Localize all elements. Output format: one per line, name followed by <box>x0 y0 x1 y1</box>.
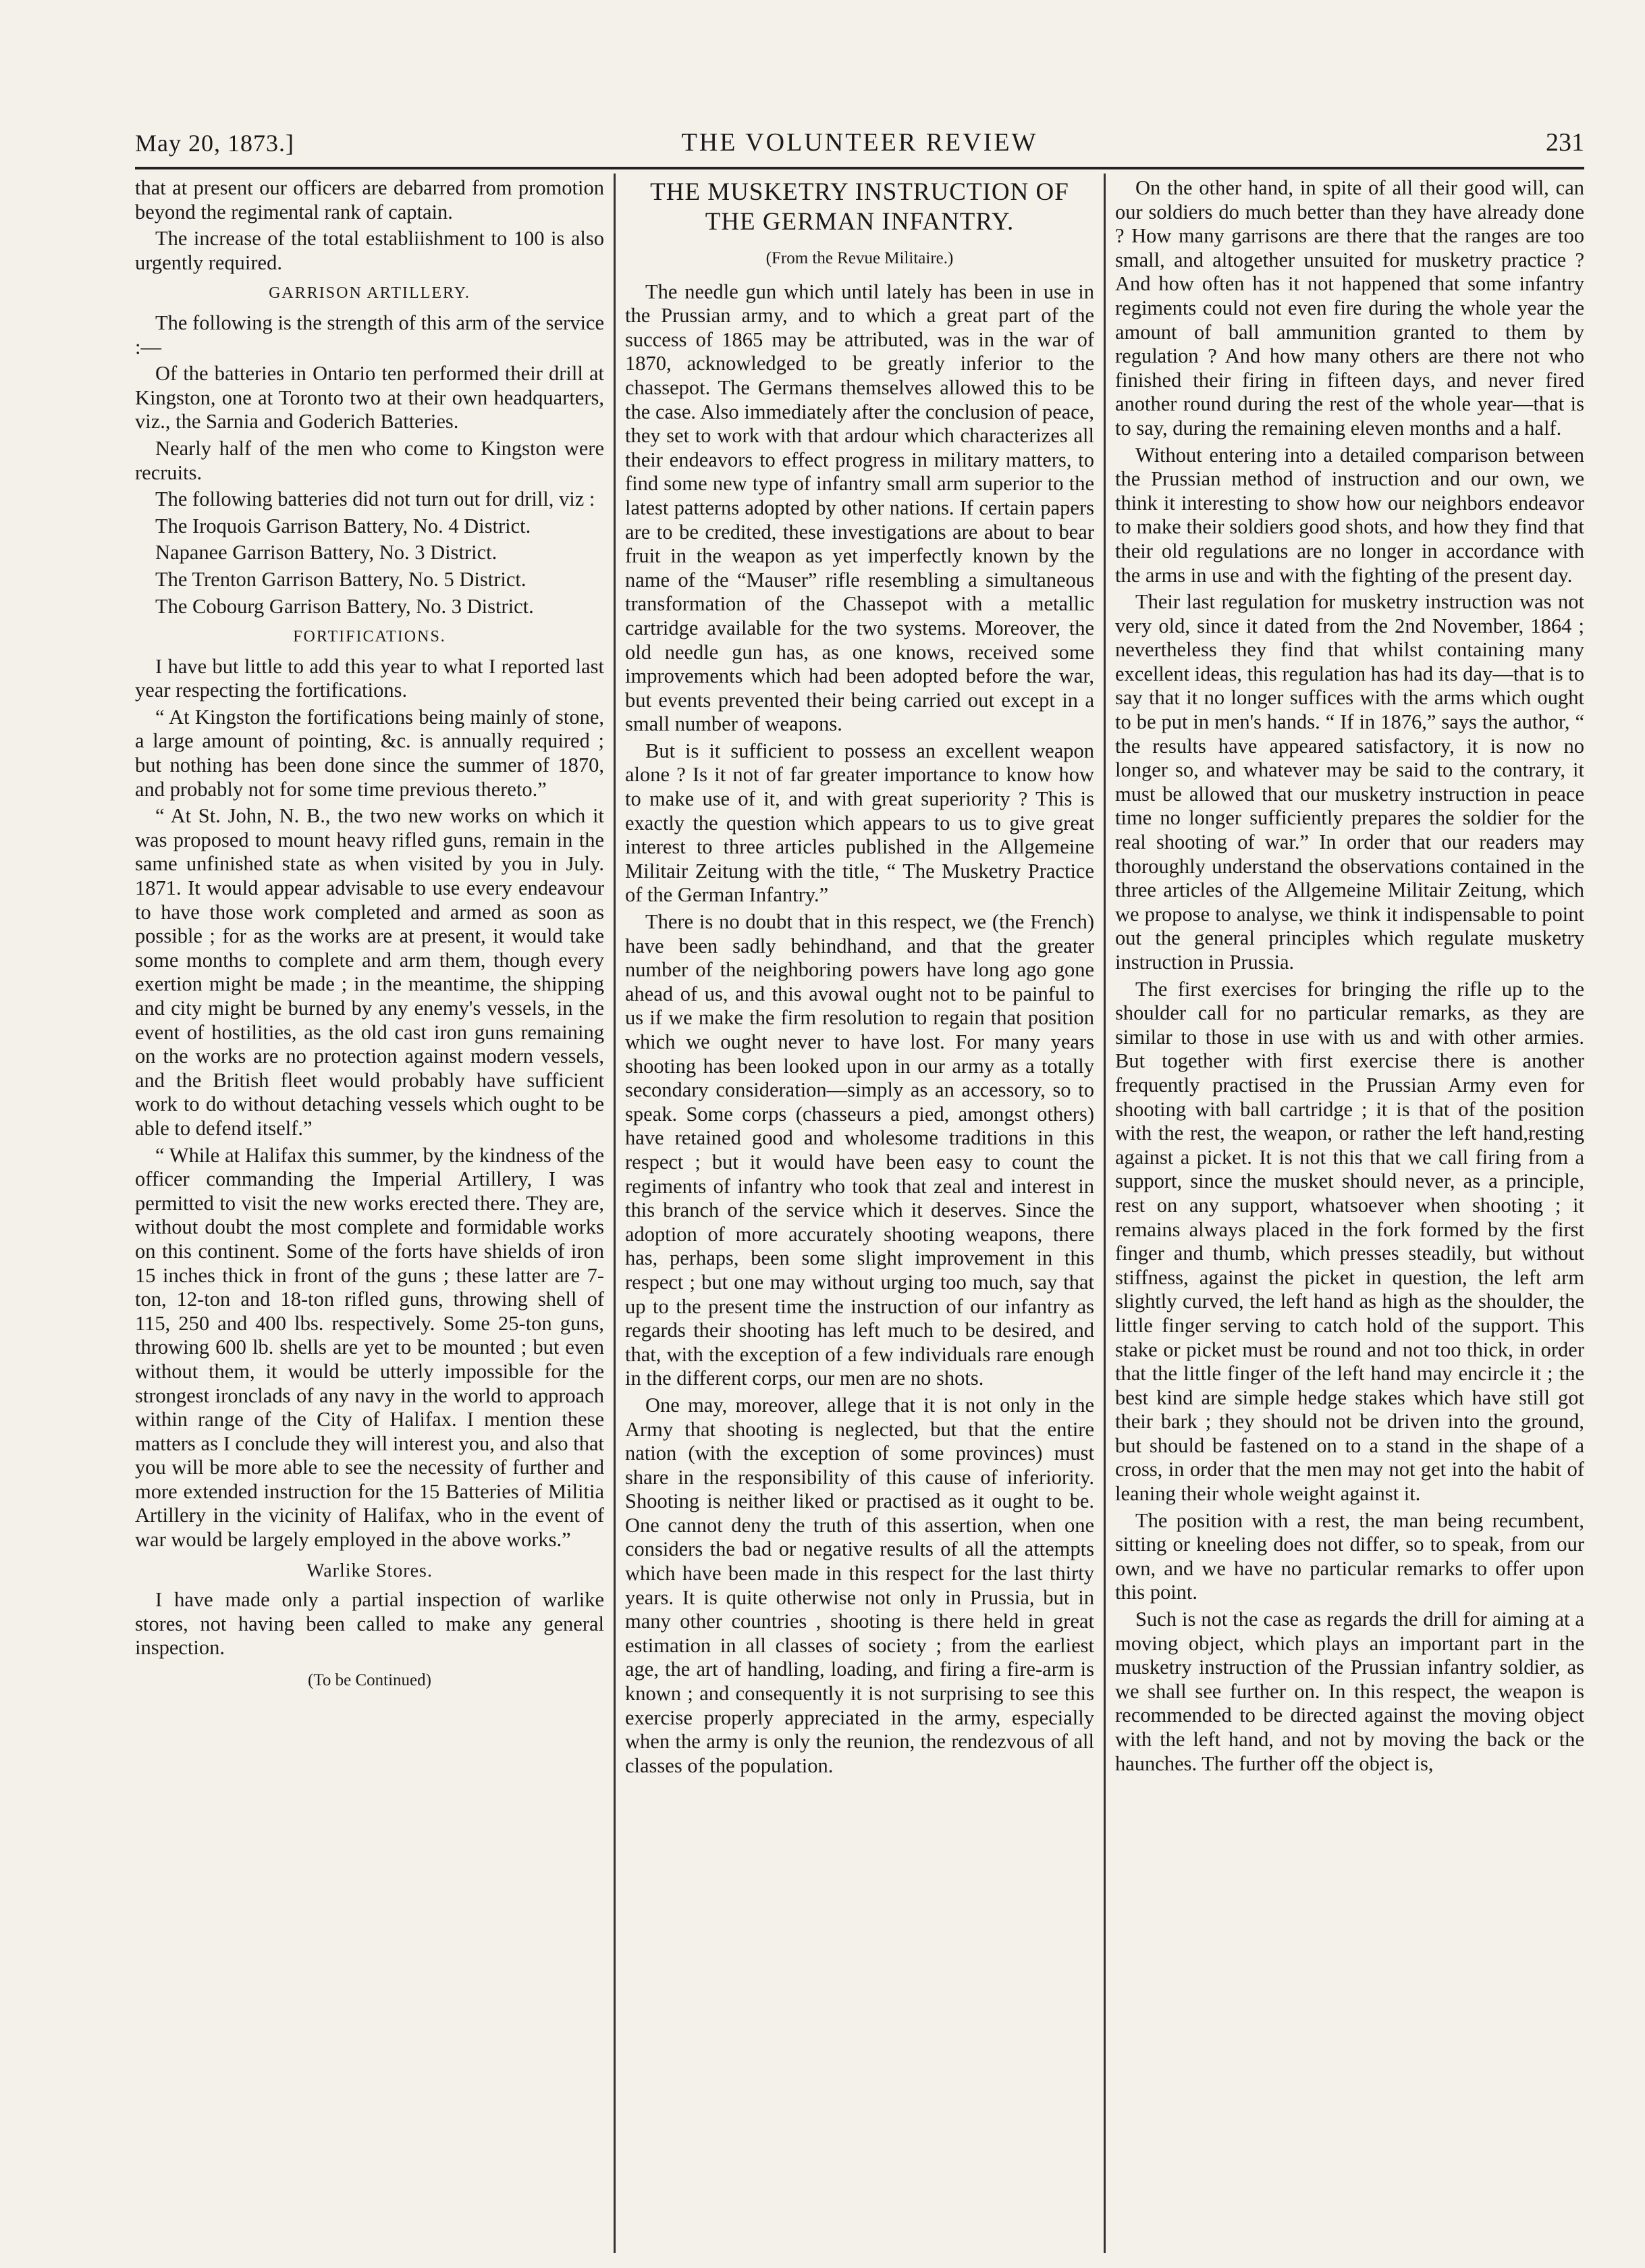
paragraph: The following is the strength of this arm of the service :— <box>135 311 604 359</box>
paragraph: One may, moreover, allege that it is not only in the Army that shooting is neglected, but that the entire nation (with the exception of some provinces) must share in the responsibility of this cause of inferiority. Shooting is neither liked or practised as it ought to be. One cannot deny the truth of this assertion, when one considers the bad or negative results of all the attempts which have been made in this respect for the last thirty years. It is quite otherwise not only in Prussia, but in many other countries , shooting is there held in great estimation in all classes of society ; from the earliest age, the art of handling, loading, and firing a fire-arm is known ; and consequently it is not surprising to see this exercise properly appreciated in the army, especially when the army is only the reunion, the rendezvous of all classes of the population. <box>625 1393 1094 1777</box>
battery-list-item: Napanee Garrison Battery, No. 3 District. <box>155 541 497 564</box>
page-number: 231 <box>1546 128 1584 157</box>
continued-note: (To be Continued) <box>308 1671 431 1690</box>
battery-list-item: The Iroquois Garrison Battery, No. 4 District. <box>155 514 531 537</box>
paragraph: that at present our officers are debarred from promotion beyond the regimental rank of captain. <box>135 176 604 223</box>
paragraph: I have made only a partial inspection of warlike stores, not having been called to make any general inspection. <box>135 1588 604 1660</box>
article-columns <box>135 174 1584 2253</box>
paragraph: Their last regulation for musketry instruction was not very old, since it dated from the 2nd November, 1864 ; nevertheless they find that whilst containing many excellent ideas, this regulation has had its day—that is to say that it no longer suffices with the arms which ought to be put in men's hands. “ If in 1876,” says the author, “ the results have appeared satisfactory, it is now no longer so, and whatever may be said to the contrary, it must be allowed that our musketry instruction in peace time no longer sufficiently prepares the soldier for the real shooting of war.” In order that our readers may thoroughly understand the observations contained in the three articles of the Allgemeine Militair Zeitung, which we propose to analyse, we think it indispensable to point out the general principles which regulate musketry instruction in Prussia. <box>1115 590 1584 974</box>
column-middle <box>614 174 1104 2253</box>
page-header <box>135 125 1584 169</box>
paragraph: “ At St. John, N. B., the two new works on which it was proposed to mount heavy rifled guns, remain in the same unfinished state as when visited by you in July. 1871. It would appear advisable to use every endeavour to have those work completed and armed as soon as possible ; for as the works are at present, it would take some months to complete and arm them, though every exertion might be made ; in the meantime, the shipping and city might be burned by any enemy's vessels, in the event of hostilities, as the old cast iron guns remaining on the works are no protection against modern vessels, and the British fleet would probably have sufficient work to do without detaching vessels which ought to be able to defend itself.” <box>135 804 604 1140</box>
column-left <box>135 174 614 2253</box>
paragraph: “ At Kingston the fortifications being mainly of stone, a large amount of pointing, &c. is annually required ; but nothing has been done since the summer of 1870, and probably not for some time previous thereto.” <box>135 705 604 801</box>
paragraph: The increase of the total establiishment to 100 is also urgently required. <box>135 227 604 274</box>
section-heading-fortifications: FORTIFICATIONS. <box>293 628 446 646</box>
column-right <box>1104 174 1584 2253</box>
paragraph: There is no doubt that in this respect, we (the French) have been sadly behindhand, and that the greater number of the neighboring powers have long ago gone ahead of us, and this avowal ought not to be painful to us if we make the firm resolution to regain that position which we ought never to have lost. For many years shooting has been looked upon in our army as a totally secondary consideration—simply as an accessory, so to speak. Some corps (chasseurs a pied, amongst others) have retained good and wholesome traditions in this respect ; but it would have been easy to count the regiments of infantry who took that zeal and interest in this branch of the service which it deserves. Since the adoption of more accurately shooting weapons, there has, perhaps, been some slight improvement in this respect ; but one may without urging too much, say that up to the present time the instruction of our infantry as regards their shooting has left much to be desired, and that, with the exception of a few individuals rare enough in the different corps, our men are no shots. <box>625 910 1094 1390</box>
article-title: THE MUSKETRY INSTRUCTION OF THE GERMAN INFANTRY. <box>650 178 1069 236</box>
publication-title: THE VOLUNTEER REVIEW <box>681 128 1038 157</box>
paragraph: I have but little to add this year to what I reported last year respecting the fortifications. <box>135 654 604 702</box>
paragraph: Of the batteries in Ontario ten performed their drill at Kingston, one at Toronto two at their own headquarters, viz., the Sarnia and Goderich Batteries. <box>135 362 604 433</box>
issue-date: May 20, 1873.] <box>135 130 294 157</box>
battery-list-item: The Trenton Garrison Battery, No. 5 District. <box>155 567 527 591</box>
paragraph: “ While at Halifax this summer, by the kindness of the officer commanding the Imperial Artillery, I was permitted to visit the new works erected there. They are, without doubt the most complete and formidable works on this continent. Some of the forts have shields of iron 15 inches thick in front of the guns ; these latter are 7-ton, 12-ton and 18-ton rifled guns, throwing shell of 115, 250 and 400 lbs. respectively. Some 25-ton guns, throwing 600 lb. shells are yet to be mounted ; but even without them, it would be utterly impossible for the strongest ironclads of any navy in the world to approach within range of the City of Halifax. I mention these matters as I conclude they will interest you, and also that you will be more able to see the necessity of further and more extended instruction for the 15 Batteries of Militia Artillery in the vicinity of Halifax, who in the event of war would be largely employed in the above works.” <box>135 1143 604 1552</box>
article-source: (From the Revue Militaire.) <box>765 249 954 267</box>
section-heading-garrison-artillery: GARRISON ARTILLERY. <box>269 284 470 302</box>
paragraph: On the other hand, in spite of all their good will, can our soldiers do much better than they have already done ? How many garrisons are there that the ranges are too small, and altogether unsuited for musketry practice ? And how often has it not happened that some infantry regiments could not even fire during the whole year the amount of ball ammunition granted to them by regulation ? And how many others are there not who finished their firing in fifteen days, and never fired another round during the rest of the whole year—that is to say, during the remaining eleven months and a half. <box>1115 176 1584 440</box>
paragraph: But is it sufficient to possess an excellent weapon alone ? Is it not of far greater importance to know how to make use of it, and with great superiority ? This is exactly the question which appears to us to give great interest to three articles published in the Allgemeine Militair Zeitung with the title, “ The Musketry Practice of the German Infantry.” <box>625 739 1094 907</box>
paragraph: Nearly half of the men who come to Kingston were recruits. <box>135 436 604 484</box>
paragraph: The needle gun which until lately has been in use in the Prussian army, and to which a great part of the success of 1865 may be attributed, was in the war of 1870, acknowledged to be greatly inferior to the chassepot. The Germans themselves allowed this to be the case. Also immediately after the conclusion of peace, they set to work with that ardour which characterizes all their endeavors to effect progress in military matters, to find some new type of infantry small arm superior to the latest patterns adopted by other nations. If certain papers are to be credited, these investigations are about to bear fruit in the weapon as yet imperfectly known by the name of the “Mauser” rifle resembling a simultaneous transformation of the Chassepot with a metallic cartridge available for the two systems. Moreover, the old needle gun has, as one knows, received some improvements which had been adopted before the war, but events prevented their being carried out except in a small number of weapons. <box>625 280 1094 736</box>
section-heading-warlike-stores: Warlike Stores. <box>306 1560 433 1581</box>
paragraph: The position with a rest, the man being recumbent, sitting or kneeling does not differ, so to speak, from our own, and we have no particular remarks to offer upon this point. <box>1115 1508 1584 1604</box>
paragraph: Such is not the case as regards the drill for aiming at a moving object, which plays an important part in the musketry instruction of the Prussian infantry soldier, as we shall see further on. In this respect, the weapon is recommended to be directed against the moving object with the left hand, and not by moving the back or the haunches. The further off the object is, <box>1115 1608 1584 1775</box>
paragraph: The first exercises for bringing the rifle up to the shoulder call for no particular remarks, as they are similar to those in use with us and with other armies. But together with first exercise there is another frequently practised in the Prussian Army even for shooting with ball cartridge ; it is that of the position with the rest, the weapon, or rather the left hand,resting against a picket. It is not this that we call firing from a support, since the musket should never, as a principle, rest on any support, whatsoever when shooting ; it remains always placed in the fork formed by the first finger and thumb, which presses steadily, but without stiffness, against the picket in question, the left arm slightly curved, the left hand as high as the shoulder, the little finger serving to catch hold of the support. This stake or picket must be round and not too thick, in order that the little finger of the left hand may encircle it ; the best kind are simple hedge stakes which have still got their bark ; they should not be driven into the ground, but should be fastened on to a stand in the shape of a cross, in order that the men may not get into the habit of leaning their whole weight against it. <box>1115 977 1584 1506</box>
paragraph: The following batteries did not turn out for drill, viz : <box>155 487 595 511</box>
paragraph: Without entering into a detailed comparison between the Prussian method of instruction and our own, we think it interesting to show how our neighbors endeavor to make their soldiers good shots, and how they find that their old regulations are no longer in accordance with the arms in use and with the fighting of the present day. <box>1115 443 1584 587</box>
battery-list-item: The Cobourg Garrison Battery, No. 3 District. <box>155 594 534 618</box>
